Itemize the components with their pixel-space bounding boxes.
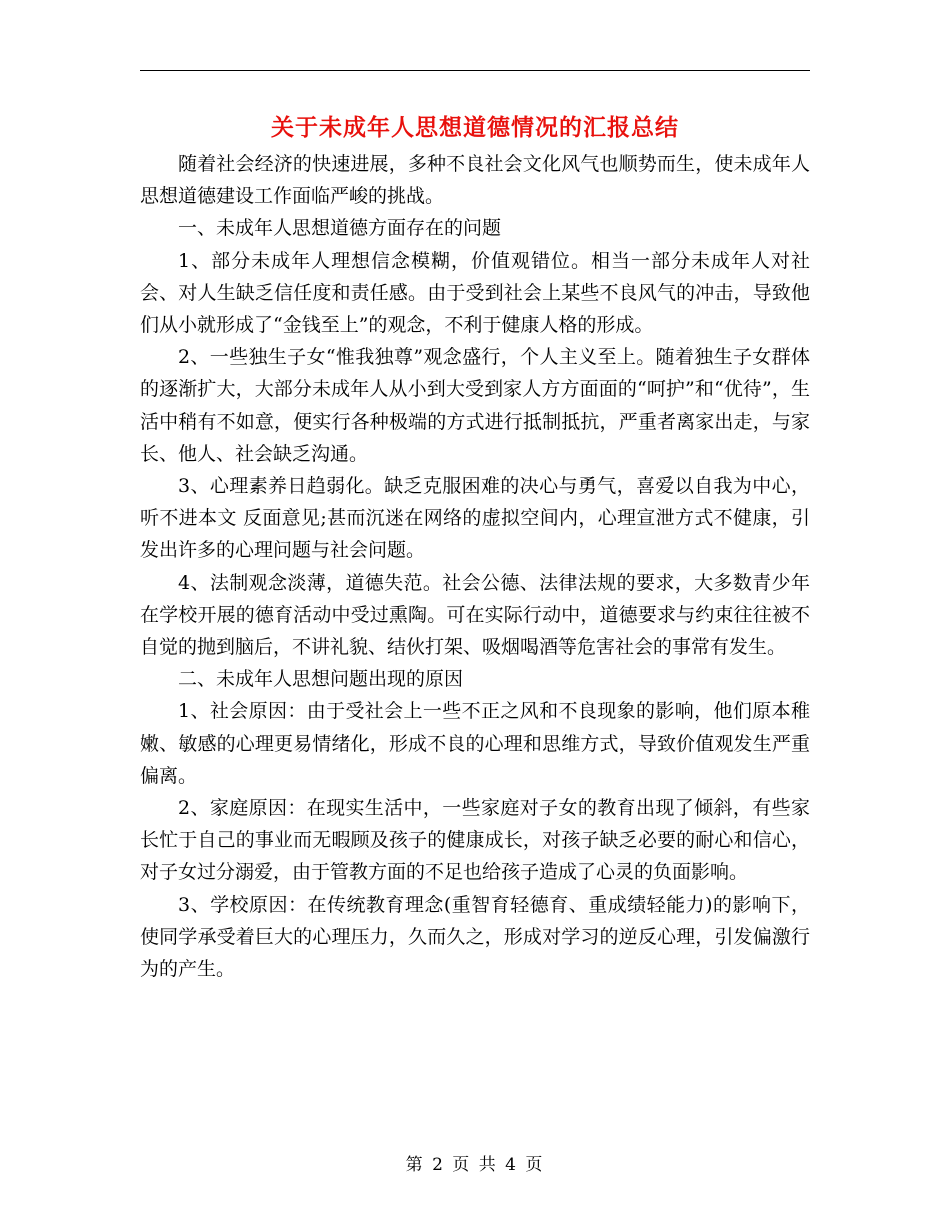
paragraph-problem-2: 2、一些独生子女“惟我独尊”观念盛行，个人主义至上。随着独生子女群体的逐渐扩大，大部分未成年人从小到大受到家人方方面面的“呵护”和“优待”，生活中稍有不如意，便实行各种极端的方式进行抵制抵抗，严重者离家出走，与家长、他人、社会缺乏沟通。 [140, 346, 810, 465]
section-heading-problems: 一、未成年人思想道德方面存在的问题 [178, 217, 502, 240]
paragraph-intro: 随着社会经济的快速进展，多种不良社会文化风气也顺势而生，使未成年人思想道德建设工作面临严峻的挑战。 [140, 153, 810, 208]
header-rule [140, 70, 810, 71]
document-title: 关于未成年人思想道德情况的汇报总结 [271, 114, 679, 141]
page-number: 第 2 页 共 4 页 [405, 1155, 545, 1175]
paragraph-problem-4: 4、法制观念淡薄，道德失范。社会公德、法律法规的要求，大多数青少年在学校开展的德育活动中受过熏陶。可在实际行动中，道德要求与约束往往被不自觉的抛到脑后，不讲礼貌、结伙打架、吸烟喝酒等危害社会的事常有发生。 [140, 571, 810, 659]
paragraph-cause-2: 2、家庭原因：在现实生活中，一些家庭对子女的教育出现了倾斜，有些家长忙于自己的事业而无暇顾及孩子的健康成长，对孩子缺乏必要的耐心和信心，对子女过分溺爱，由于管教方面的不足也给孩子造成了心灵的负面影响。 [140, 797, 810, 884]
paragraph-problem-1: 1、部分未成年人理想信念模糊，价值观错位。相当一部分未成年人对社会、对人生缺乏信任度和责任感。由于受到社会上某些不良风气的冲击，导致他们从小就形成了“金钱至上”的观念，不利于健康人格的形成。 [140, 249, 810, 337]
paragraph-problem-3: 3、心理素养日趋弱化。缺乏克服困难的决心与勇气，喜爱以自我为中心，听不进本文 反面意见;甚而沉迷在网络的虚拟空间内，心理宣泄方式不健康，引发出许多的心理问题与社会问题。 [140, 475, 810, 562]
paragraph-cause-1: 1、社会原因：由于受社会上一些不正之风和不良现象的影响，他们原本稚嫩、敏感的心理更易情绪化，形成不良的心理和思维方式，导致价值观发生严重偏离。 [140, 700, 810, 787]
section-heading-causes: 二、未成年人思想问题出现的原因 [178, 668, 464, 691]
paragraph-cause-3: 3、学校原因：在传统教育理念(重智育轻德育、重成绩轻能力)的影响下，使同学承受着巨大的心理压力，久而久之，形成对学习的逆反心理，引发偏激行为的产生。 [140, 893, 810, 981]
document-body [140, 148, 810, 985]
